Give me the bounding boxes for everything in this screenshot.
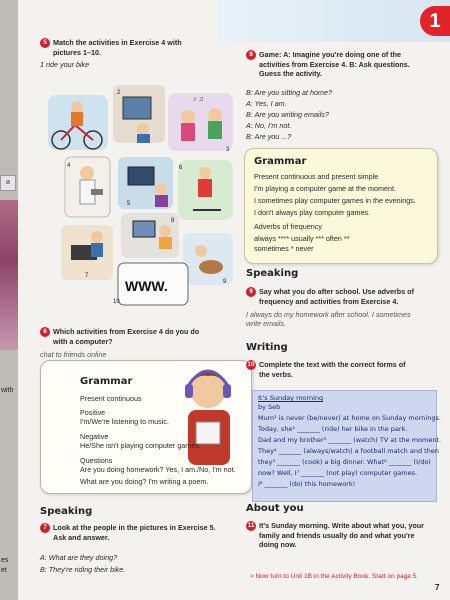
- grammar-example: I'm playing a computer game at the moment.: [254, 184, 396, 193]
- dialog-line: B: Are you ...?: [246, 132, 292, 141]
- dialog-line: B: Are you sitting at home?: [246, 88, 333, 97]
- textbook-page: [18, 0, 450, 600]
- previous-page-tab: a: [0, 175, 16, 191]
- exercise-5-example: 1 ride your bike: [40, 60, 90, 69]
- picture-8-desk: [121, 213, 179, 258]
- negative-example: He/She isn't playing computer games.: [80, 441, 201, 450]
- picture-6-skate: [178, 160, 233, 220]
- previous-page-strip: [0, 0, 18, 600]
- picture-3-music: [168, 93, 233, 153]
- svg-text:9: 9: [223, 279, 227, 285]
- picture-4-cooking: [65, 157, 110, 217]
- picture-7-laptop: [61, 225, 113, 280]
- grammar-subtitle-right: Present continuous and present simple: [254, 172, 379, 181]
- question-example-2: What are you doing? I'm writing a poem.: [80, 477, 209, 486]
- unit-number: 1: [420, 6, 450, 36]
- previous-page-text: et: [1, 567, 7, 574]
- exercise-6-instruction: 6 Which activities from Exercise 4 do you do with a computer?: [40, 327, 199, 346]
- svg-text:5: 5: [127, 201, 131, 207]
- exercise-number: 7: [40, 523, 50, 533]
- positive-label: Positive: [80, 408, 106, 417]
- exercise-9-answer: I always do my homework after school. I sometimes write emails.: [246, 310, 411, 328]
- exercise-number: 6: [40, 327, 50, 337]
- handwritten-line: I⁸ _______ (do) this homework!: [258, 480, 356, 488]
- exercise-number: 9: [246, 287, 256, 297]
- web-sign-text: WWW.: [125, 278, 168, 294]
- svg-text:♪ ♫: ♪ ♫: [193, 96, 204, 103]
- grammar-subtitle-left: Present continuous: [80, 394, 142, 403]
- exercise-number: 8: [246, 50, 256, 60]
- svg-text:2: 2: [117, 90, 121, 96]
- handwritten-line: They⁴ _______ (always/watch) a football match and then: [258, 447, 439, 455]
- grammar-title-left: Grammar: [80, 376, 133, 387]
- page-number: 7: [435, 583, 440, 592]
- handwritten-line: Dad and my brother³ _______ (watch) TV at the moment.: [258, 436, 442, 444]
- previous-page-text: with: [1, 387, 14, 394]
- svg-text:6: 6: [179, 165, 183, 171]
- negative-label: Negative: [80, 432, 109, 441]
- about-you-heading: About you: [246, 503, 304, 514]
- exercise-11-instruction: 11 It's Sunday morning. Write about what you, your family and friends usually do and what you're doing now.: [247, 521, 424, 550]
- exercise-5-instruction: 5 Match the activities in Exercise 4 with pictures 1–10.: [40, 38, 182, 57]
- handwritten-line: Today, she² _______ (ride) her bike in the park.: [258, 425, 408, 433]
- exercise-10-instruction: 10 Complete the text with the correct forms of the verbs.: [247, 360, 406, 380]
- svg-text:7: 7: [85, 273, 89, 279]
- grammar-example: I sometimes play computer games in the evenings.: [254, 196, 416, 205]
- questions-label: Questions: [80, 456, 113, 465]
- exercise-number: 5: [40, 38, 50, 48]
- svg-text:3: 3: [226, 147, 230, 153]
- dialog-line: B: They're riding their bike.: [40, 565, 126, 574]
- positive-example: I'm/We're listening to music.: [80, 417, 169, 426]
- speaking-heading-left: Speaking: [40, 506, 93, 517]
- header-band: [218, 0, 450, 42]
- exercise-number: 11: [247, 522, 255, 530]
- picture-5-pc: [118, 157, 173, 209]
- exercise-number: 10: [247, 361, 255, 369]
- grammar-title-right: Grammar: [254, 156, 307, 167]
- previous-page-photo: [0, 200, 18, 350]
- picture-9-dog: [183, 233, 233, 285]
- handwritten-line: Mum¹ is never (be/never) at home on Sunday mornings.: [258, 414, 441, 422]
- exercise-6-answer: chat to friends online: [40, 350, 107, 359]
- svg-text:10: 10: [113, 299, 120, 305]
- handwritten-byline: by Seb: [258, 403, 281, 411]
- question-example-1: Are you doing homework? Yes, I am./No, I'm not.: [80, 465, 236, 474]
- svg-text:4: 4: [67, 163, 71, 169]
- exercise-7-instruction: 7 Look at the people in the pictures in Exercise 5. Ask and answer.: [40, 523, 216, 542]
- adverbs-label: Adverbs of frequency: [254, 222, 322, 231]
- dialog-line: A: What are they doing?: [40, 553, 118, 562]
- picture-1-bike: [48, 95, 108, 150]
- handwritten-title: It's Sunday morning: [258, 394, 324, 402]
- writing-heading: Writing: [246, 342, 288, 353]
- exercise-9-instruction: 9 Say what you do after school. Use adverbs of frequency and activities from Exercise 4.: [246, 287, 414, 306]
- activity-illustrations: [43, 85, 238, 310]
- dialog-line: A: Yes, I am.: [246, 99, 287, 108]
- previous-page-text: es: [1, 557, 9, 564]
- dialog-line: A: No, I'm not.: [246, 121, 292, 130]
- dialog-line: B: Are you writing emails?: [246, 110, 329, 119]
- grammar-example: I don't always play computer games.: [254, 208, 371, 217]
- handwritten-line: they⁵ _______ (cook) a big dinner. What⁶ _______ (I/do): [258, 458, 431, 466]
- activity-book-reference: > Now turn to Unit 1B in the Activity Book. Start on page 5.: [250, 573, 419, 580]
- adverbs-line: sometimes * never: [254, 244, 314, 253]
- adverbs-line: always **** usually *** often **: [254, 234, 350, 243]
- picture-10-web: [113, 263, 188, 305]
- boy-with-headphones-illustration: [168, 360, 243, 480]
- handwritten-line: now? Well, I⁷ _______ (not play) computer games.: [258, 469, 418, 477]
- picture-2-computer: [113, 85, 165, 143]
- svg-text:8: 8: [171, 218, 175, 224]
- speaking-heading-right: Speaking: [246, 268, 299, 279]
- exercise-8-instruction: 8 Game: A: Imagine you're doing one of the activities from Exercise 4. B: Ask questions. Guess the activity.: [246, 50, 410, 78]
